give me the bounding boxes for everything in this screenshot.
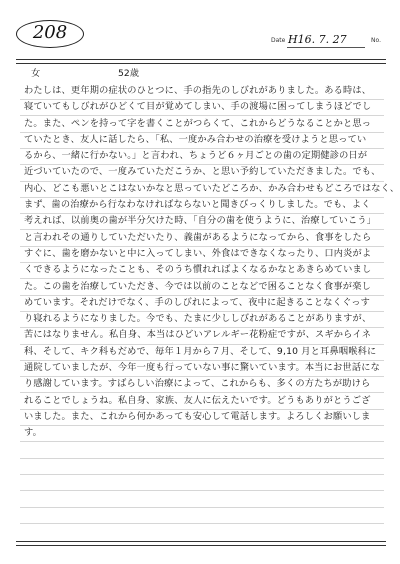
date-underline (287, 47, 365, 48)
number-label: No. (371, 37, 381, 44)
body-line: と言われその通りしていただいたり、義歯があるようになってから、食事をしたら (24, 231, 372, 243)
bottom-double-rule (16, 541, 386, 546)
ruled-line (20, 490, 384, 491)
body-line: 内心、どこも悪いとこはないかなと思っていたどころか、かみ合わせもどころではなく、 (24, 182, 400, 194)
author-header (24, 67, 364, 81)
body-line: た。この歯を治療していただき、今では以前のことなどで困ることなく食事が楽し (24, 280, 371, 292)
author-age: 52歳 (118, 68, 139, 79)
body-line: す。 (24, 427, 43, 439)
body-line: るから、一緒に行かない。」と言われ、ちょうど６ヶ月ごとの歯の定期健診の日が (24, 150, 368, 162)
letter-body (24, 83, 400, 442)
body-line: 通院していましたが、今年一度も行っていない事に驚いています。本当にお世話にな (24, 362, 380, 374)
ruled-line (20, 507, 384, 508)
body-line: 寝ていてもしびれがひどくて目が覚めてしまい、手の渡場に困ってしまうほどでし (24, 101, 372, 113)
body-line: ていたとき、友人に話したら、「私、一度かみ合わせの治療を受けようと思ってい (24, 133, 367, 145)
ruled-line (20, 523, 384, 524)
body-line: いました。また、これから何かあっても安心して電話します。よろしくお願いしま (24, 410, 371, 422)
body-line: 近づいていたので、一度みていただこうか、と思い予約していただきました。でも、 (24, 166, 381, 178)
ruled-line (20, 458, 384, 459)
body-line: れることでしょうね。私自身、家族、友人に伝えたいです。どうもありがとうござ (24, 394, 371, 406)
body-line: り寝れるようになりました。今でも、たまに少ししびれがあることがありますが、 (24, 313, 372, 325)
author-gender: 女 (31, 68, 41, 79)
body-line: 考えれば、以前奥の歯が半分欠けた時、「自分の歯を使うように、治療していこう」 (24, 215, 377, 227)
body-line: めています。それだけでなく、手のしびれによって、夜中に起きることなくぐっす (24, 296, 371, 308)
body-line: まず、歯の治療から行なわなければならないと聞きびっくりしました。でも、よく (24, 199, 371, 211)
date-label: Date (271, 37, 286, 44)
ruled-line (20, 474, 384, 475)
body-line: すぐに、歯を磨かないと中に入ってしまい、外食はできなくなったり、口内炎がよ (24, 247, 372, 259)
body-line: り感謝しています。すばらしい治療によって、これからも、多くの方たちが助けら (24, 378, 371, 390)
page-number: 208 (32, 22, 68, 43)
date-area (271, 33, 385, 49)
body-line: た。また、ペンを持って字を書くことがつらくて、これからどうなることかと思っ (24, 117, 372, 129)
date-value: H16. 7. 27 (288, 33, 347, 46)
body-line: 科、そして、キク科もだめで、毎年１月から７月、そして、9,10 月と耳鼻咽喉科に (24, 345, 377, 357)
body-line: くできるようになったことも、そのうち慣れればよくなるかなとあきらめていまし (24, 264, 372, 276)
body-line: 苦にはなりません。私自身、本当はひどいアレルギー花粉症ですが、スギからイネ (24, 329, 372, 341)
top-double-rule (16, 59, 386, 64)
body-line: わたしは、更年期の症状のひとつに、手の指先のしびれがありました。ある時は、 (24, 85, 372, 96)
